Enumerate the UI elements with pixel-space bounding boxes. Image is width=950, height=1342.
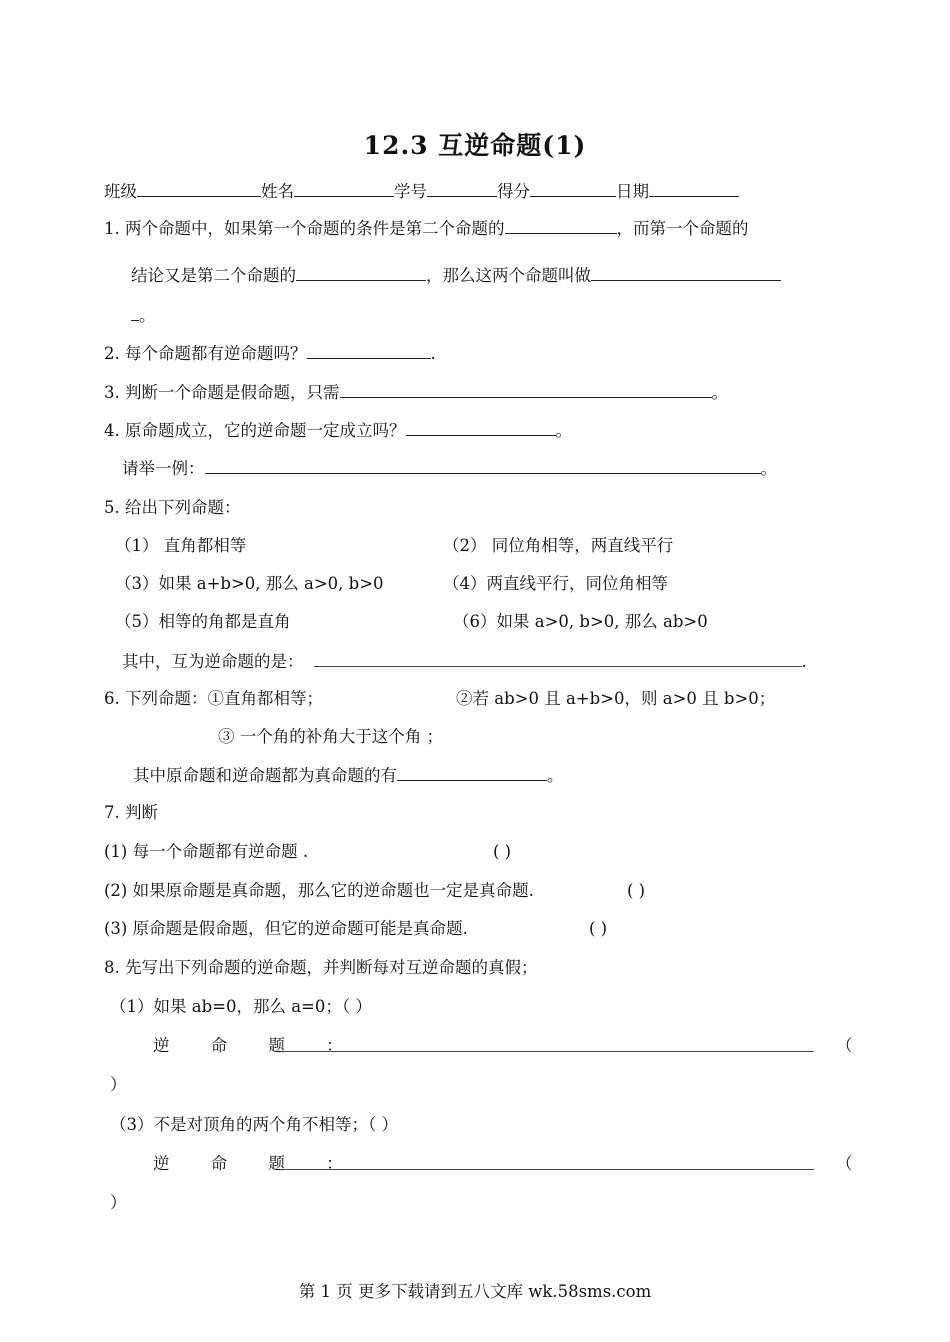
q6-answer bbox=[133, 764, 564, 787]
q8-close-paren-1: ） bbox=[110, 1075, 127, 1094]
header-fields bbox=[104, 180, 739, 203]
q1-blank-2[interactable] bbox=[296, 264, 426, 281]
q4-example-end: 。 bbox=[760, 459, 777, 478]
question-8: 8. 先写出下列命题的逆命题，并判断每对互逆命题的真假； bbox=[104, 958, 538, 977]
score-blank[interactable] bbox=[530, 180, 616, 197]
q3-blank[interactable] bbox=[340, 381, 712, 398]
q1-blank-3[interactable] bbox=[591, 264, 781, 281]
q8-converse-label-1: 逆 命 题 ： bbox=[153, 1036, 361, 1055]
q1-blank-1[interactable] bbox=[505, 217, 617, 234]
q7-item-3: (3) 原命题是假命题，但它的逆命题可能是真命题. bbox=[104, 919, 468, 938]
q8-open-paren-1: （ bbox=[836, 1036, 853, 1055]
student-no-blank[interactable] bbox=[427, 180, 497, 197]
q6-answer-end: 。 bbox=[547, 766, 564, 785]
q7-paren-3[interactable]: ( ) bbox=[589, 919, 608, 938]
class-blank[interactable] bbox=[137, 180, 261, 197]
q7-paren-2[interactable]: ( ) bbox=[627, 881, 646, 900]
q5-item-1: （1） 直角都相等 bbox=[115, 536, 247, 555]
class-label: 班级 bbox=[104, 182, 137, 201]
page-footer: 第 1 页 更多下载请到五八文库 wk.58sms.com bbox=[298, 1282, 652, 1301]
q8-close-paren-3: ） bbox=[110, 1193, 127, 1212]
q5-item-5: （5）相等的角都是直角 bbox=[115, 612, 291, 631]
q6-answer-prompt: 其中原命题和逆命题都为真命题的有 bbox=[133, 766, 397, 785]
q3-end: 。 bbox=[711, 383, 728, 402]
q6-answer-blank[interactable] bbox=[397, 764, 547, 781]
page-title: 12.3 互逆命题(1) bbox=[363, 131, 587, 160]
q8-converse-blank-3[interactable] bbox=[280, 1153, 814, 1170]
q4-blank[interactable] bbox=[406, 419, 556, 436]
q1-text-e: 。 bbox=[139, 306, 156, 325]
q5-item-4: （4）两直线平行，同位角相等 bbox=[443, 574, 668, 593]
q5-answer-end: . bbox=[801, 652, 807, 671]
student-no-label: 学号 bbox=[394, 182, 427, 201]
date-label: 日期 bbox=[616, 182, 649, 201]
q5-item-2: （2） 同位角相等，两直线平行 bbox=[443, 536, 674, 555]
q3-text: 3. 判断一个命题是假命题，只需 bbox=[104, 383, 340, 402]
q8-item-1: （1）如果 ab=0，那么 a=0；（ ） bbox=[110, 997, 372, 1016]
q2-text: 2. 每个命题都有逆命题吗？ bbox=[104, 344, 307, 363]
question-4-example bbox=[122, 457, 777, 480]
q5-answer-prompt: 其中，互为逆命题的是： bbox=[122, 652, 304, 671]
q2-end: . bbox=[430, 344, 436, 363]
name-blank[interactable] bbox=[294, 180, 394, 197]
q4-end: 。 bbox=[555, 421, 572, 440]
q1-text-a: 1. 两个命题中，如果第一个命题的条件是第二个命题的 bbox=[104, 219, 505, 238]
q8-item-3: （3）不是对顶角的两个角不相等；（ ） bbox=[110, 1115, 398, 1134]
question-6: 6. 下列命题：①直角都相等； bbox=[104, 689, 323, 708]
q6-item-3: ③ 一个角的补角大于这个角 ； bbox=[218, 727, 443, 746]
q4-text: 4. 原命题成立，它的逆命题一定成立吗？ bbox=[104, 421, 406, 440]
q5-answer-blank[interactable] bbox=[314, 650, 802, 667]
q7-paren-1[interactable]: ( ) bbox=[493, 842, 512, 861]
q1-text-b: ，而第一个命题的 bbox=[616, 219, 749, 238]
q2-blank[interactable] bbox=[307, 342, 431, 359]
q8-converse-label-3: 逆 命 题 ： bbox=[153, 1154, 361, 1173]
question-5: 5. 给出下列命题： bbox=[104, 498, 241, 517]
q5-answer bbox=[122, 650, 807, 673]
q4-example-blank[interactable] bbox=[205, 457, 761, 474]
q1-text-c: 结论又是第二个命题的 bbox=[131, 266, 296, 285]
question-3 bbox=[104, 381, 728, 404]
question-7: 7. 判断 bbox=[104, 803, 158, 822]
q4-example-label: 请举一例： bbox=[122, 459, 205, 478]
q8-converse-blank-1[interactable] bbox=[280, 1035, 814, 1052]
q1-blank-3-cont[interactable] bbox=[131, 304, 139, 321]
date-blank[interactable] bbox=[649, 180, 739, 197]
q6-item-2: ②若 ab>0 且 a+b>0，则 a>0 且 b>0； bbox=[456, 689, 776, 708]
question-1-line-1 bbox=[104, 217, 749, 240]
question-1-line-2 bbox=[131, 264, 781, 287]
question-4 bbox=[104, 419, 572, 442]
q1-text-d: ，那么这两个命题叫做 bbox=[426, 266, 591, 285]
q7-item-1: (1) 每一个命题都有逆命题 . bbox=[104, 842, 309, 861]
q5-item-3: （3）如果 a+b>0, 那么 a>0, b>0 bbox=[115, 574, 384, 593]
question-1-line-3 bbox=[131, 304, 156, 327]
q7-item-2: (2) 如果原命题是真命题，那么它的逆命题也一定是真命题. bbox=[104, 881, 534, 900]
question-2 bbox=[104, 342, 436, 365]
name-label: 姓名 bbox=[261, 182, 294, 201]
q8-open-paren-3: （ bbox=[836, 1154, 853, 1173]
score-label: 得分 bbox=[497, 182, 530, 201]
q5-item-6: （6）如果 a>0, b>0, 那么 ab>0 bbox=[453, 612, 708, 631]
